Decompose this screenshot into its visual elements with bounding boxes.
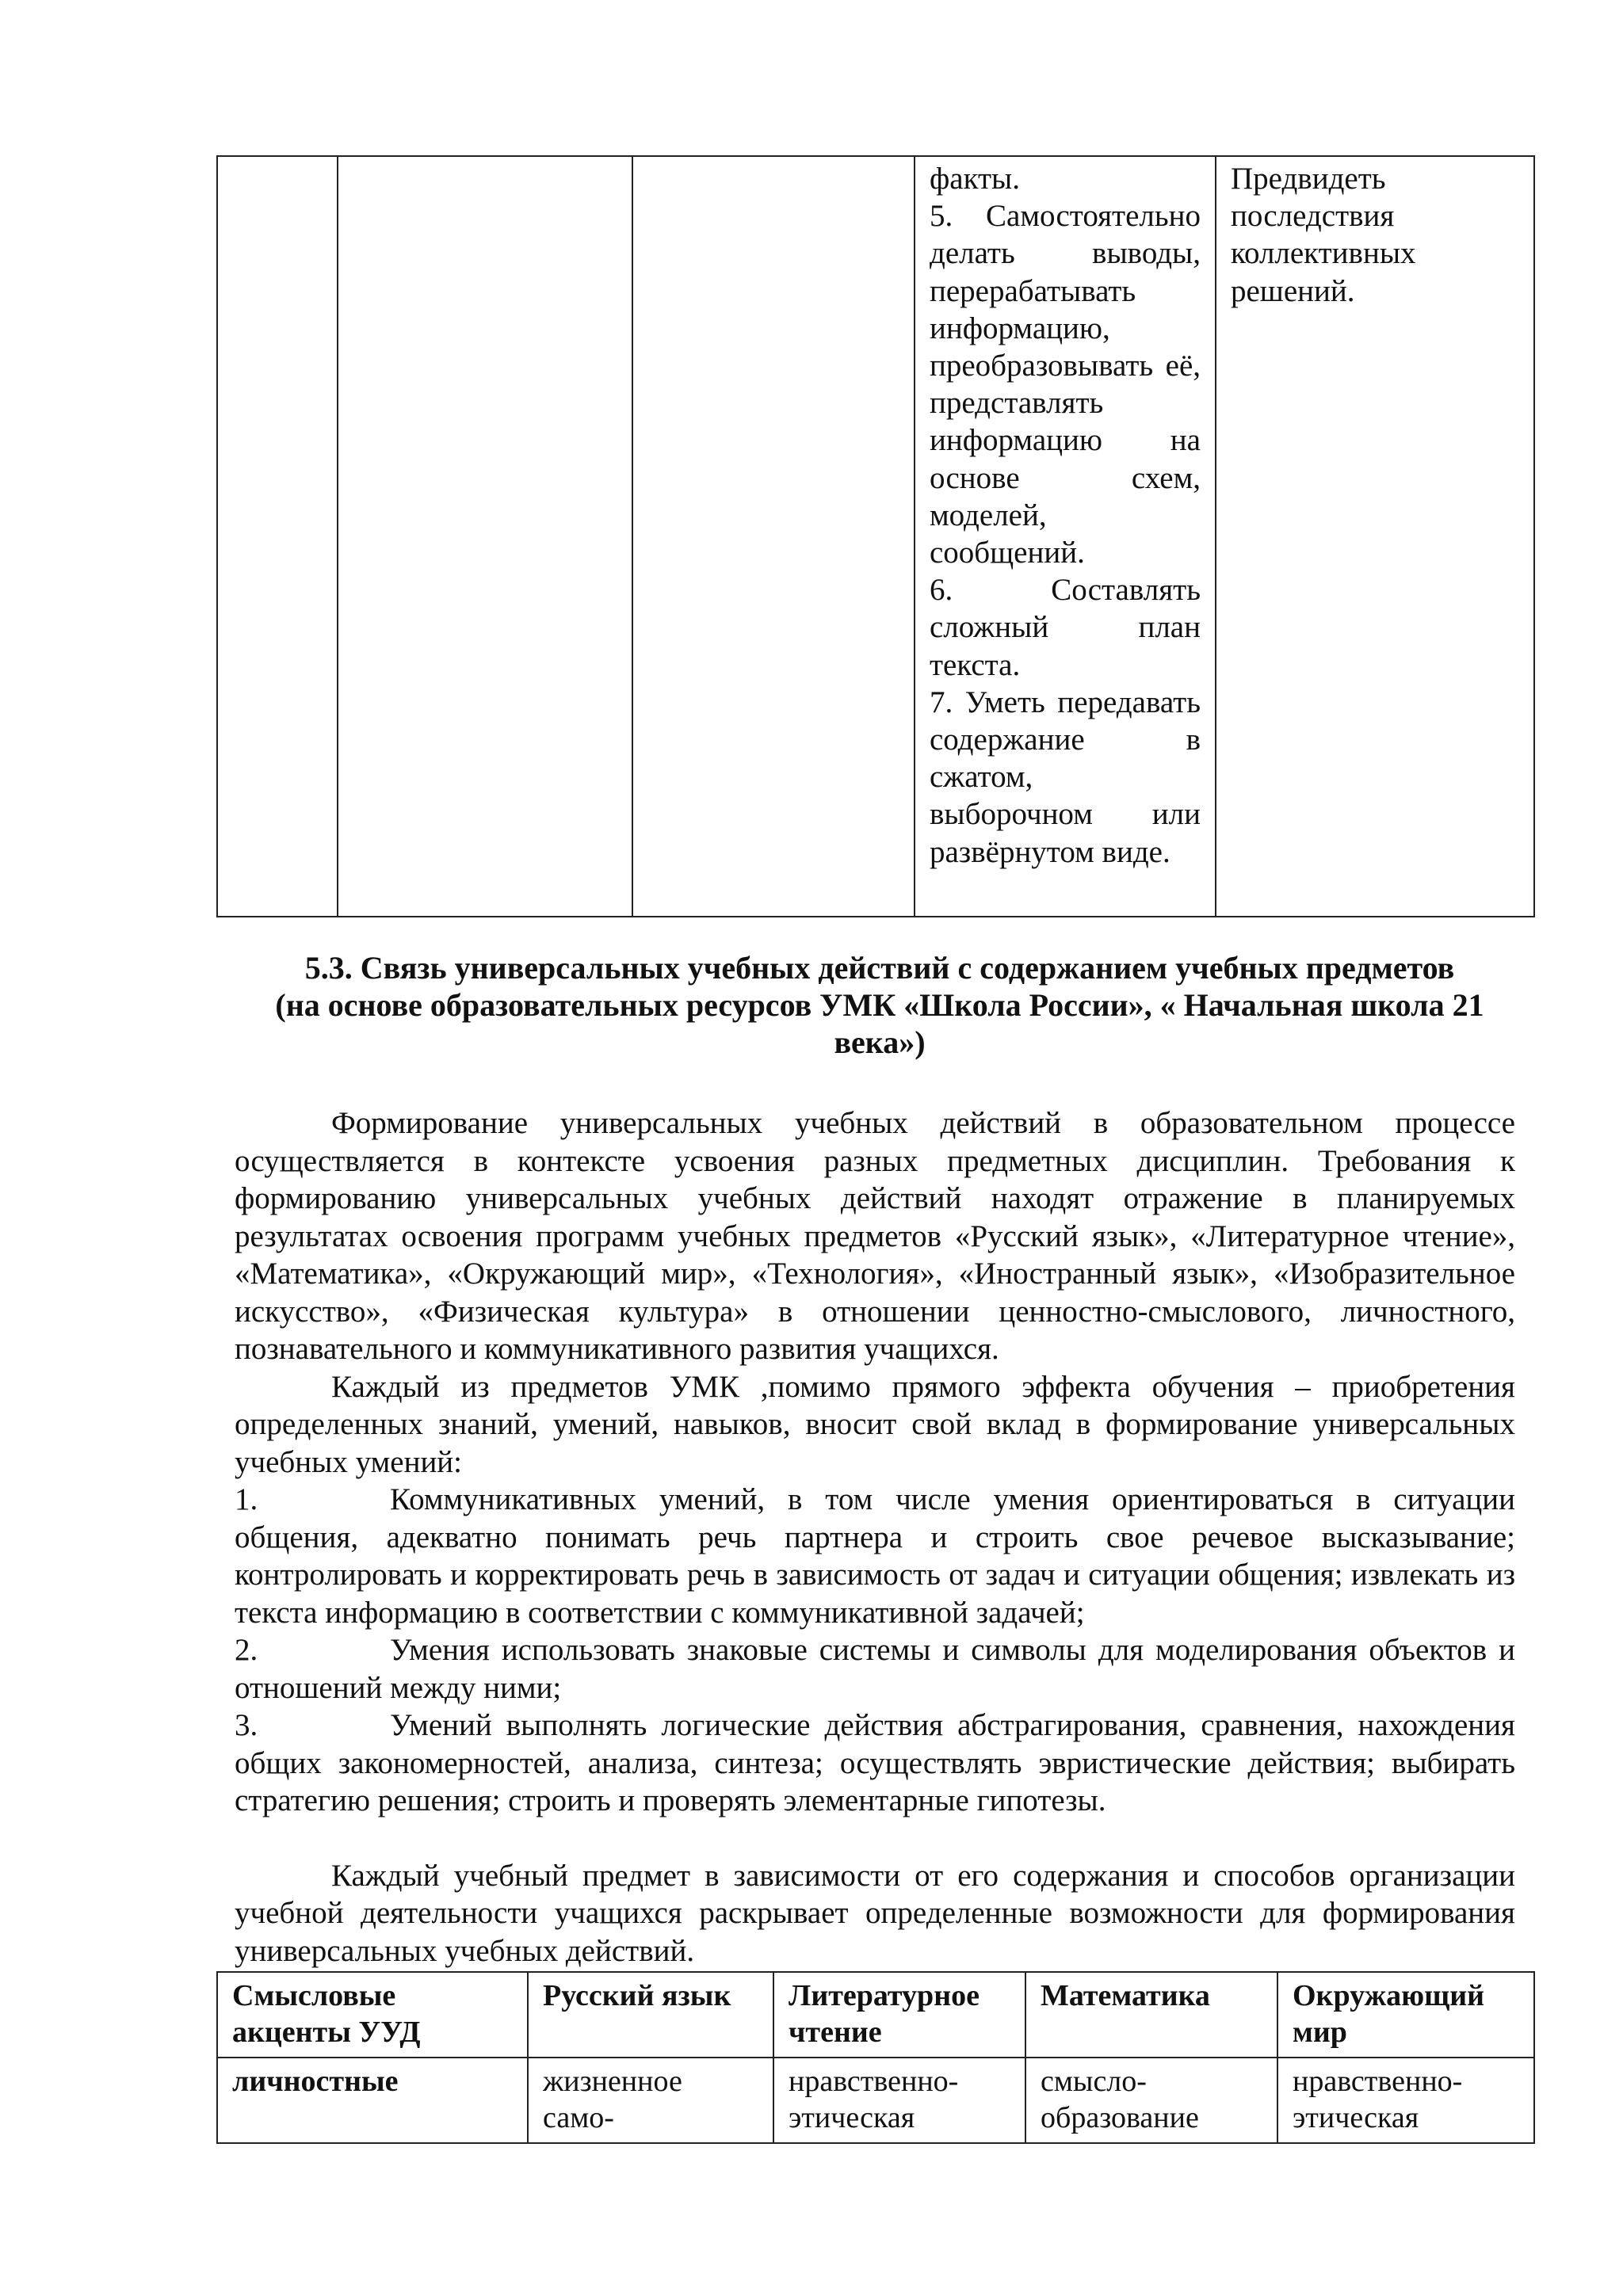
list-item: 7. Уметь передавать содержание в сжатом, выборочном или развёрнутом виде. [930, 685, 1201, 869]
cell-text: Предвидеть последствия коллективных решений. [1231, 162, 1416, 308]
header-cell: Окружающий мир [1277, 1972, 1534, 2058]
list-number: 2. [235, 1633, 258, 1667]
list-number: 1. [235, 1482, 258, 1516]
table-cell: личностные [217, 2058, 528, 2143]
list-item [235, 1481, 1515, 1631]
heading-line: 5.3. Связь универсальных учебных действий с содержанием учебных предметов [304, 950, 1455, 986]
table-cell: нравственно-этическая [773, 2058, 1025, 2143]
body-text [235, 1104, 1515, 1970]
header-cell: Литературное чтение [773, 1972, 1025, 2058]
continued-table [216, 155, 1535, 917]
table-cell: жизненное само- [528, 2058, 773, 2143]
paragraph: Каждый учебный предмет в зависимости от его содержания и способов организации учебной деятельности учащихся раскрывает определенные возможности для формирования универсальных учебных действий. [235, 1858, 1515, 1968]
list-item [235, 1707, 1515, 1820]
list-text: Умения использовать знаковые системы и символы для моделирования объектов и отношений между ними; [235, 1633, 1515, 1705]
table-cell: смысло-образование [1025, 2058, 1277, 2143]
table-cell-empty [338, 156, 632, 917]
table-header-row [217, 1972, 1534, 2058]
heading-line: (на основе образовательных ресурсов УМК «Школа России», « Начальная школа 21 [275, 987, 1484, 1023]
header-cell: Смысловые акценты УУД [217, 1972, 528, 2058]
list-item: 6. Составлять сложный план текста. [930, 573, 1201, 682]
list-number: 3. [235, 1708, 258, 1742]
table-row [217, 2058, 1534, 2143]
uud-table [216, 1971, 1535, 2144]
header-cell: Математика [1025, 1972, 1277, 2058]
heading-line: века») [834, 1024, 926, 1060]
list-item: факты. [930, 162, 1021, 196]
section-heading [222, 949, 1537, 1061]
header-cell: Русский язык [528, 1972, 773, 2058]
list-text: Коммуникативных умений, в том числе умения ориентироваться в ситуации общения, адекватно понимать речь партнера и строить свое речевое высказывание; контролировать и корректировать речь в зависимость от задач и ситуации общения; извлекать из текста информацию в соответствии с коммуникативной задачей; [235, 1482, 1515, 1630]
table-cell-foresee [1216, 156, 1534, 917]
table-cell-empty [632, 156, 915, 917]
table-cell-empty [217, 156, 338, 917]
list-item [235, 1631, 1515, 1707]
table-cell-skills [915, 156, 1216, 917]
table-cell: нравственно-этическая [1277, 2058, 1534, 2143]
paragraph: Формирование универсальных учебных действий в образовательном процессе осуществляется в контексте усвоения разных предметных дисциплин. Требования к формированию универсальных учебных действий находят отражение в планируемых результатах освоения программ учебных предметов «Русский язык», «Литературное чтение», «Математика», «Окружающий мир», «Технология», «Иностранный язык», «Изобразительное искусство», «Физическая культура» в отношении ценностно-смыслового, личностного, познавательного и коммуникативного развития учащихся. [235, 1106, 1515, 1366]
list-item: 5. Самостоятельно делать выводы, перерабатывать информацию, преобразовывать её, представлять информацию на основе схем, моделей, сообщений. [930, 199, 1201, 570]
list-text: Умений выполнять логические действия абстрагирования, сравнения, нахождения общих закономерностей, анализа, синтеза; осуществлять эвристические действия; выбирать стратегию решения; строить и проверять элементарные гипотезы. [235, 1708, 1515, 1817]
paragraph: Каждый из предметов УМК ,помимо прямого эффекта обучения – приобретения определенных знаний, умений, навыков, вносит свой вклад в формирование универсальных учебных умений: [235, 1369, 1515, 1479]
